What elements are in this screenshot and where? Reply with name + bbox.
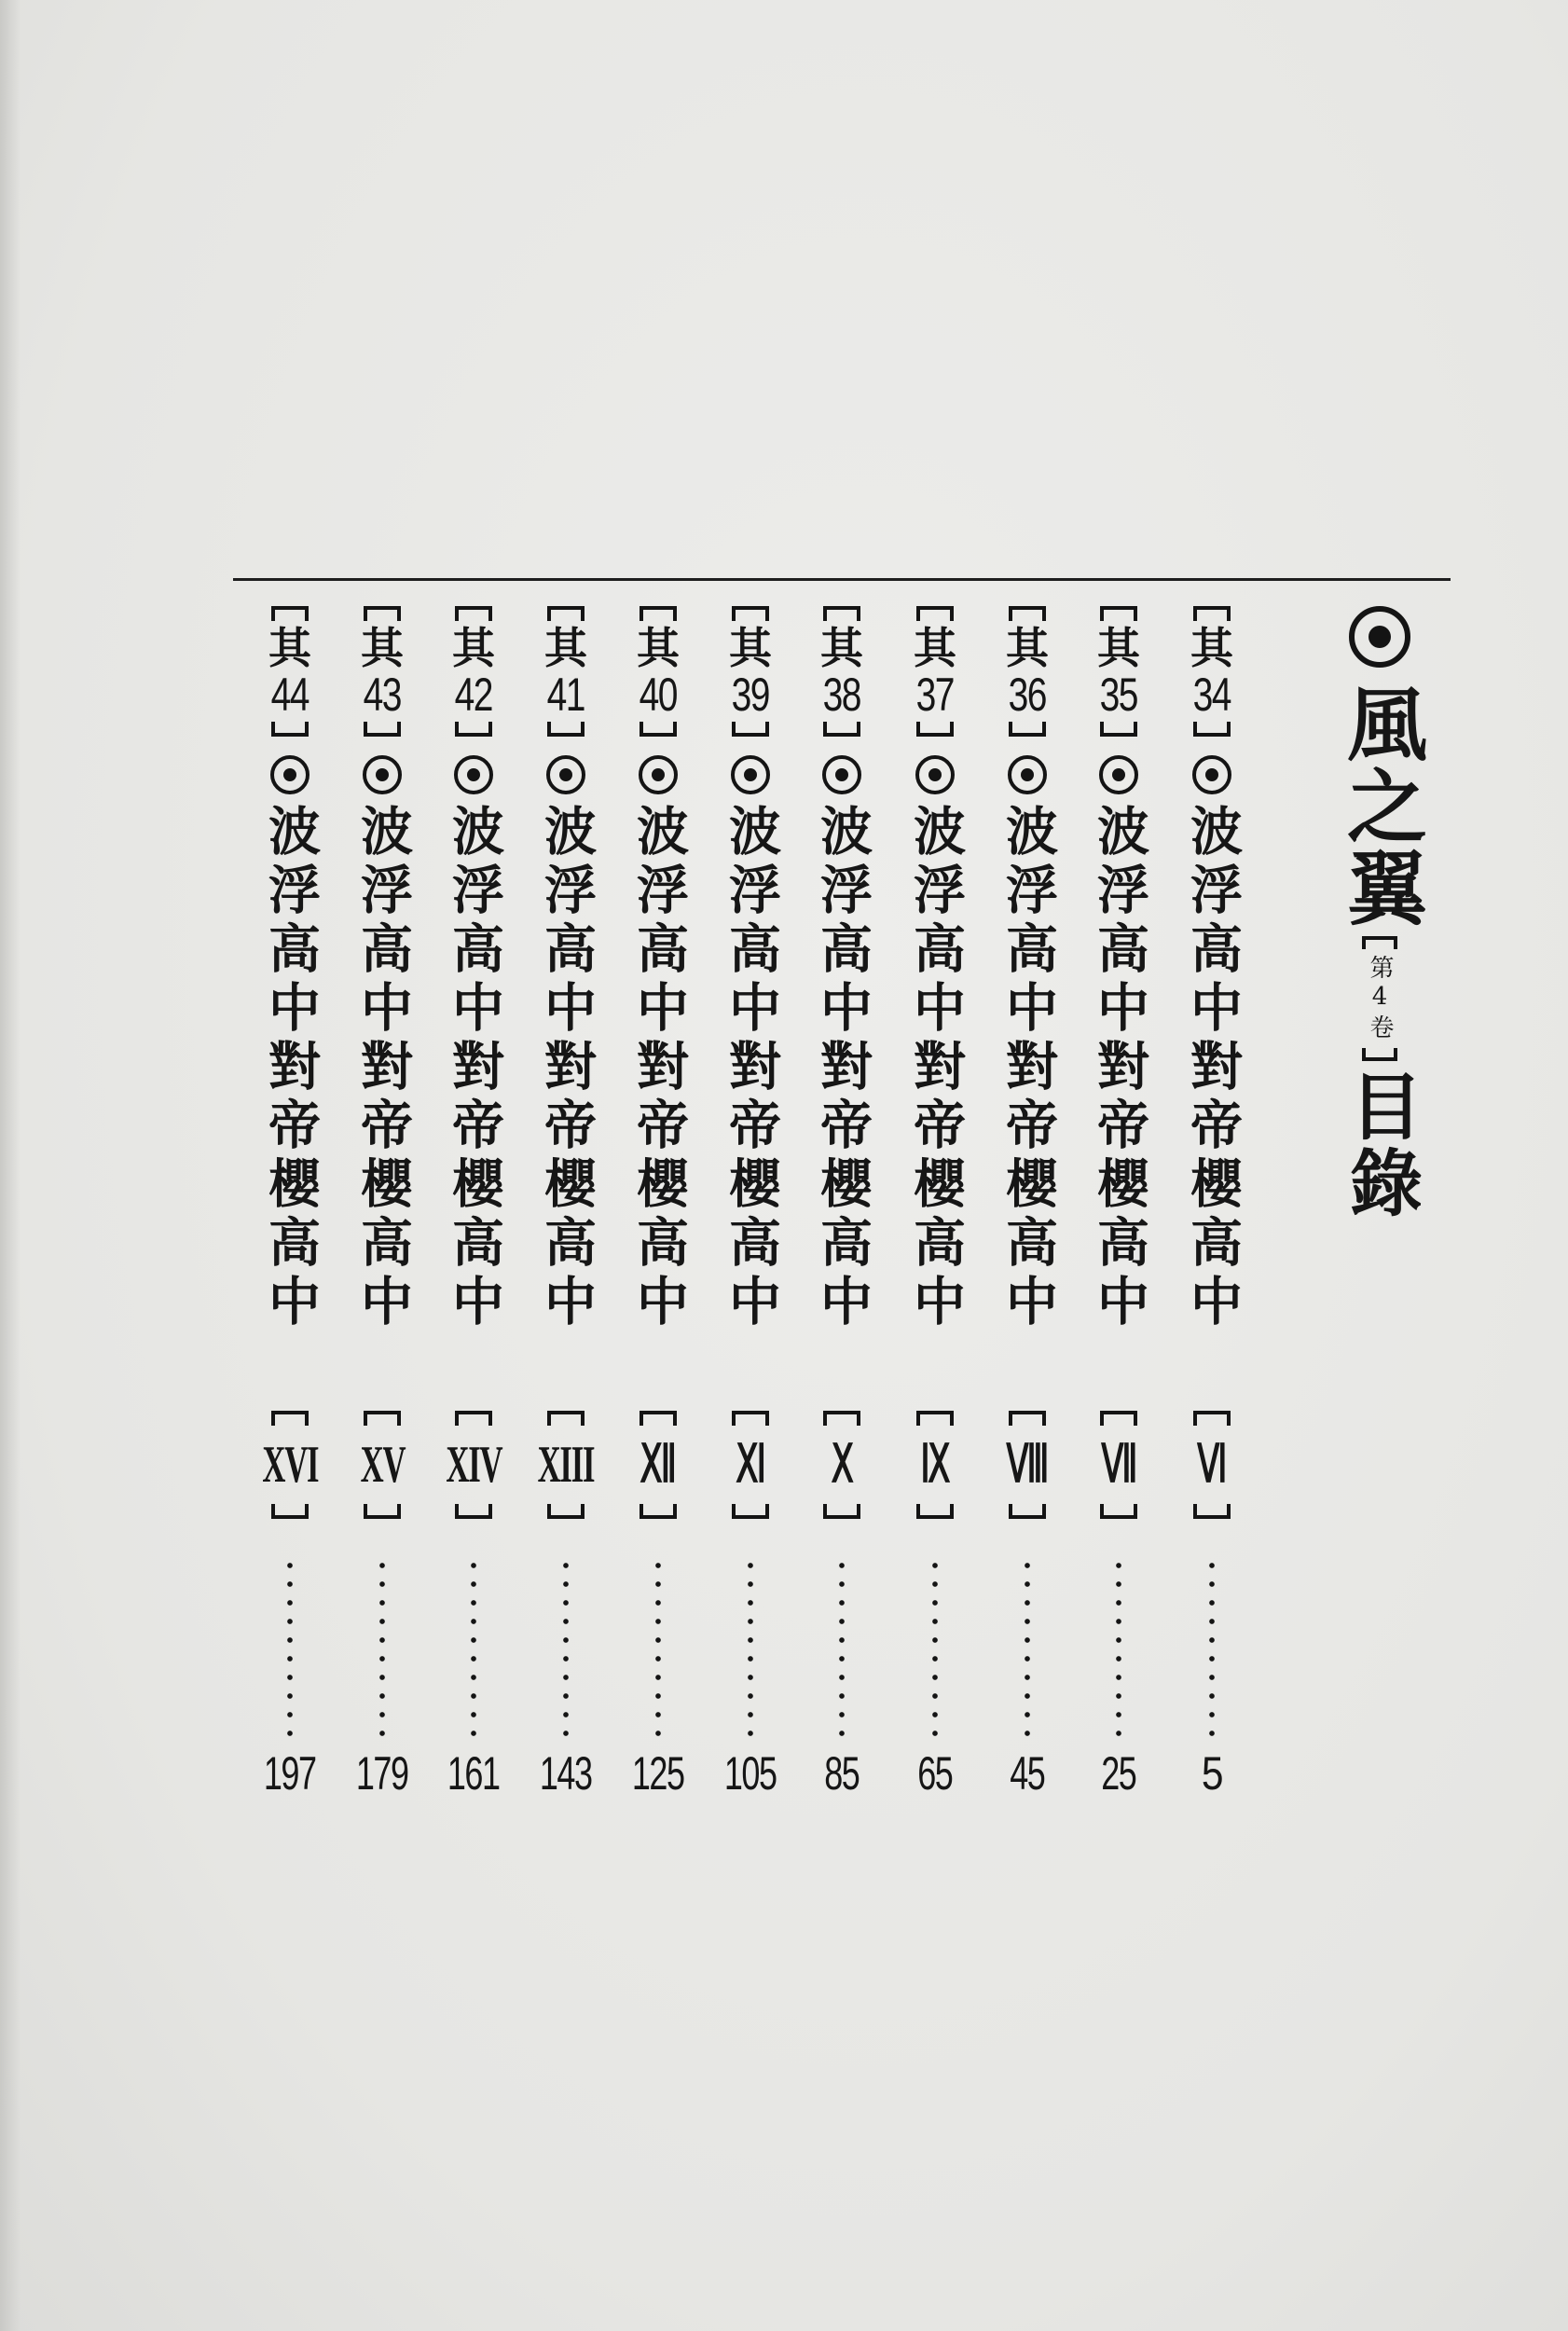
chapter-prefix: 其 <box>1190 623 1233 673</box>
bracket-close-icon <box>1009 722 1046 737</box>
bracket-open-icon <box>271 606 309 621</box>
bullet-icon <box>639 755 678 794</box>
bracket-close-icon <box>1193 1504 1231 1519</box>
part-number <box>520 1411 612 1519</box>
toc-entry[interactable] <box>441 606 506 1911</box>
bracket-close-icon <box>823 1504 860 1519</box>
page-number: 105 <box>724 1747 777 1800</box>
dot-leader <box>654 1556 662 1743</box>
toc-entry[interactable] <box>533 606 598 1911</box>
chapter-number-value: 39 <box>731 669 770 721</box>
bracket-open-icon <box>455 606 492 621</box>
bullet-icon <box>454 755 493 794</box>
arc-title: 波浮高中對帝櫻高中 <box>997 804 1058 1332</box>
part-number <box>245 1411 336 1519</box>
part-number-value: XV <box>360 1436 405 1494</box>
bullet-icon <box>363 755 402 794</box>
bracket-close-icon <box>547 722 585 737</box>
bracket-open-icon <box>823 606 860 621</box>
bracket-close-icon <box>823 722 860 737</box>
bracket-open-icon <box>364 606 401 621</box>
bracket-open-icon <box>1009 1411 1046 1426</box>
toc-entry[interactable] <box>257 606 323 1911</box>
part-number-value: Ⅺ <box>736 1436 765 1494</box>
bracket-open-icon <box>640 1411 677 1426</box>
part-number-value: XVI <box>262 1436 318 1494</box>
chapter-prefix: 其 <box>1006 623 1049 673</box>
toc-entry[interactable] <box>995 606 1060 1911</box>
bracket-close-icon <box>271 722 309 737</box>
toc-entry[interactable] <box>1179 606 1245 1911</box>
part-number-value: Ⅻ <box>640 1436 677 1494</box>
chapter-number <box>1003 606 1052 737</box>
dot-leader <box>378 1556 386 1743</box>
part-number <box>1091 1411 1148 1519</box>
arc-title: 波浮高中對帝櫻高中 <box>628 804 689 1332</box>
bracket-close-icon <box>732 1504 769 1519</box>
dot-leader <box>1024 1556 1031 1743</box>
bracket-close-icon <box>364 722 401 737</box>
chapter-number-value: 40 <box>639 669 678 721</box>
part-number <box>1189 1411 1235 1519</box>
bracket-open-icon <box>364 1411 401 1426</box>
bracket-open-icon <box>916 606 954 621</box>
bracket-close-icon <box>455 1504 492 1519</box>
bracket-open-icon <box>732 606 769 621</box>
bracket-close-icon <box>1100 1504 1137 1519</box>
bullet-icon <box>270 755 309 794</box>
chapter-number <box>1094 606 1143 737</box>
part-number <box>912 1411 957 1519</box>
arc-title: 波浮高中對帝櫻高中 <box>721 804 781 1332</box>
part-number-value: XIV <box>446 1436 502 1494</box>
chapter-prefix: 其 <box>1097 623 1140 673</box>
series-title: 風之翼 <box>1333 683 1426 929</box>
bullet-icon <box>1192 755 1231 794</box>
toc-entry[interactable] <box>902 606 968 1911</box>
bracket-close-icon <box>1193 722 1231 737</box>
chapter-number <box>911 606 959 737</box>
bracket-close-icon <box>1009 1504 1046 1519</box>
chapter-number <box>1188 606 1236 737</box>
page-number: 5 <box>1202 1747 1222 1800</box>
dot-leader <box>931 1556 939 1743</box>
bullet-icon <box>546 755 585 794</box>
toc-entry[interactable] <box>626 606 691 1911</box>
chapter-prefix: 其 <box>268 623 311 673</box>
title-bullet-icon <box>1349 606 1410 668</box>
spine-shadow <box>0 0 21 2331</box>
dot-leader <box>286 1556 294 1743</box>
header-rule <box>233 578 1451 581</box>
bullet-icon <box>1099 755 1138 794</box>
part-number-value: Ⅸ <box>920 1436 950 1494</box>
part-number <box>823 1411 860 1519</box>
chapter-number <box>449 606 498 737</box>
table-of-contents <box>238 606 1245 1911</box>
chapter-prefix: 其 <box>820 623 863 673</box>
part-number-value: Ⅵ <box>1197 1436 1227 1494</box>
arc-title: 波浮高中對帝櫻高中 <box>812 804 873 1332</box>
volume-label <box>1362 936 1397 1061</box>
dot-leader <box>1115 1556 1122 1743</box>
chapter-number <box>634 606 682 737</box>
bullet-icon <box>822 755 861 794</box>
bracket-open-icon <box>1100 606 1137 621</box>
page-number: 143 <box>540 1747 592 1800</box>
bracket-close-icon <box>455 722 492 737</box>
dot-leader <box>747 1556 754 1743</box>
bracket-close-icon <box>916 1504 954 1519</box>
chapter-number <box>726 606 775 737</box>
part-number <box>629 1411 686 1519</box>
bracket-close-icon <box>1362 1048 1397 1061</box>
page-number: 65 <box>917 1747 953 1800</box>
part-number <box>429 1411 519 1519</box>
bracket-close-icon <box>364 1504 401 1519</box>
bracket-close-icon <box>732 722 769 737</box>
chapter-number-value: 38 <box>822 669 861 721</box>
chapter-number <box>818 606 866 737</box>
contents-label: 目錄 <box>1338 1069 1422 1221</box>
page-number: 25 <box>1101 1747 1136 1800</box>
toc-entry[interactable] <box>809 606 874 1911</box>
bracket-close-icon <box>916 722 954 737</box>
bracket-open-icon <box>916 1411 954 1426</box>
arc-title: 波浮高中對帝櫻高中 <box>536 804 597 1332</box>
chapter-prefix: 其 <box>637 623 680 673</box>
toc-entry[interactable] <box>1086 606 1151 1911</box>
bracket-open-icon <box>1009 606 1046 621</box>
bracket-open-icon <box>1193 1411 1231 1426</box>
part-number <box>727 1411 774 1519</box>
chapter-number-value: 35 <box>1099 669 1138 721</box>
page-number: 161 <box>447 1747 500 1800</box>
chapter-prefix: 其 <box>914 623 956 673</box>
bullet-icon <box>731 755 770 794</box>
part-number <box>347 1411 419 1519</box>
chapter-prefix: 其 <box>544 623 587 673</box>
bracket-open-icon <box>1193 606 1231 621</box>
bracket-close-icon <box>640 1504 677 1519</box>
chapter-number-value: 44 <box>270 669 309 721</box>
toc-entry[interactable] <box>350 606 415 1911</box>
part-number-value: Ⅹ <box>831 1436 853 1494</box>
title-column <box>1333 606 1426 1221</box>
chapter-number-value: 41 <box>546 669 585 721</box>
page-number: 197 <box>264 1747 316 1800</box>
bracket-close-icon <box>547 1504 585 1519</box>
arc-title: 波浮高中對帝櫻高中 <box>905 804 966 1332</box>
dot-leader <box>1208 1556 1216 1743</box>
chapter-number <box>542 606 590 737</box>
part-number <box>994 1411 1061 1519</box>
chapter-number-value: 42 <box>454 669 493 721</box>
chapter-prefix: 其 <box>452 623 495 673</box>
bracket-open-icon <box>823 1411 860 1426</box>
bracket-close-icon <box>1100 722 1137 737</box>
chapter-number-value: 36 <box>1008 669 1047 721</box>
arc-title: 波浮高中對帝櫻高中 <box>1089 804 1149 1332</box>
chapter-prefix: 其 <box>729 623 772 673</box>
bracket-open-icon <box>1100 1411 1137 1426</box>
chapter-prefix: 其 <box>361 623 404 673</box>
bracket-open-icon <box>1362 936 1397 949</box>
dot-leader <box>562 1556 570 1743</box>
arc-title: 波浮高中對帝櫻高中 <box>1182 804 1243 1332</box>
bracket-open-icon <box>732 1411 769 1426</box>
page-number: 179 <box>356 1747 408 1800</box>
arc-title: 波浮高中對帝櫻高中 <box>260 804 321 1332</box>
part-number-value: Ⅷ <box>1006 1436 1049 1494</box>
volume-text: 第4卷 <box>1366 955 1394 1042</box>
bracket-open-icon <box>547 606 585 621</box>
bracket-open-icon <box>455 1411 492 1426</box>
bracket-close-icon <box>271 1504 309 1519</box>
chapter-number-value: 34 <box>1192 669 1231 721</box>
dot-leader <box>470 1556 477 1743</box>
arc-title: 波浮高中對帝櫻高中 <box>352 804 413 1332</box>
toc-entry[interactable] <box>718 606 783 1911</box>
arc-title: 波浮高中對帝櫻高中 <box>444 804 504 1332</box>
part-number-value: XIII <box>537 1436 595 1494</box>
page-number: 45 <box>1010 1747 1045 1800</box>
page-number: 125 <box>632 1747 684 1800</box>
bracket-open-icon <box>547 1411 585 1426</box>
chapter-number <box>358 606 406 737</box>
bracket-close-icon <box>640 722 677 737</box>
bullet-icon <box>915 755 955 794</box>
bullet-icon <box>1008 755 1047 794</box>
chapter-number <box>266 606 314 737</box>
dot-leader <box>838 1556 846 1743</box>
bracket-open-icon <box>271 1411 309 1426</box>
page-number: 85 <box>824 1747 860 1800</box>
part-number-value: Ⅶ <box>1101 1436 1136 1494</box>
bracket-open-icon <box>640 606 677 621</box>
chapter-number-value: 43 <box>363 669 402 721</box>
chapter-number-value: 37 <box>915 669 955 721</box>
